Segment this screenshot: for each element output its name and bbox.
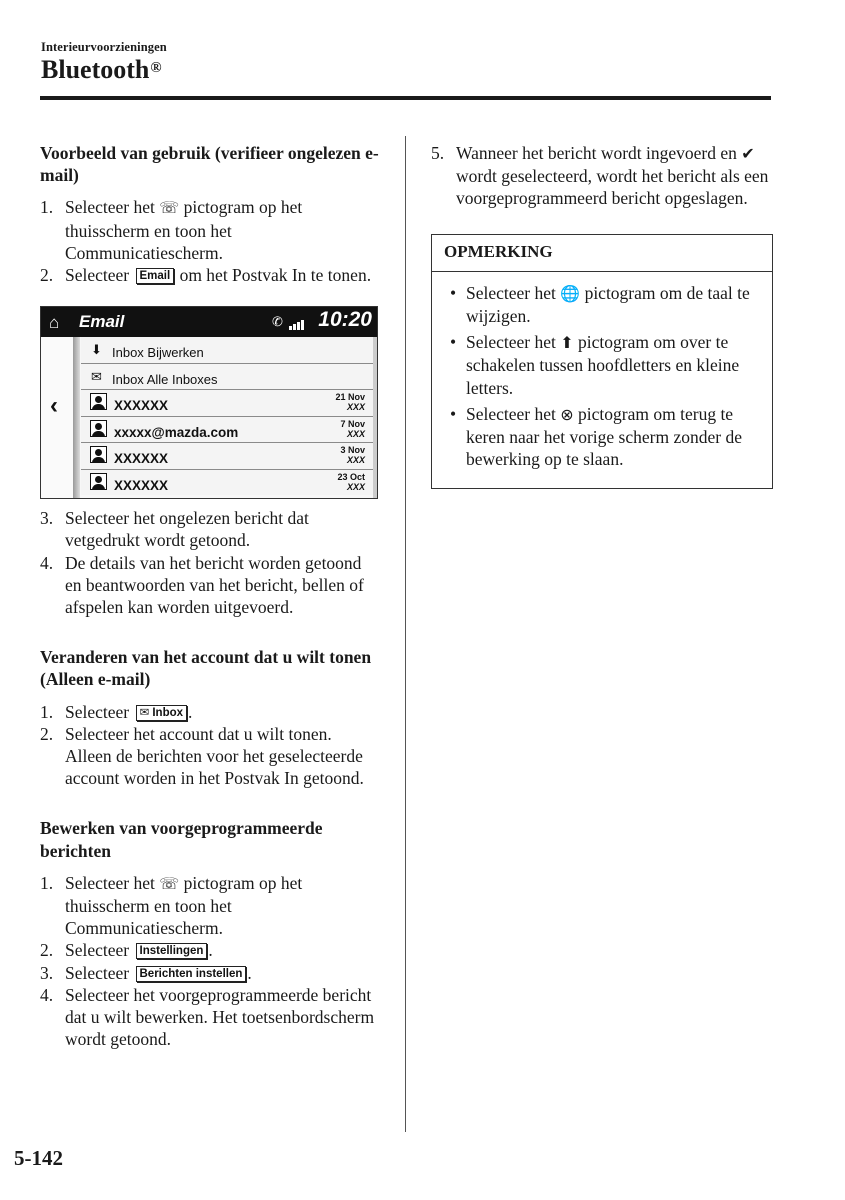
message-time: XXX xyxy=(346,455,365,466)
checkmark-icon: ✔ xyxy=(741,144,755,163)
list-item-label: Inbox Alle Inboxes xyxy=(112,371,218,387)
left-column xyxy=(40,142,380,1050)
note-text: pictogram om de taal te wijzigen. xyxy=(466,282,750,327)
note-title: OPMERKING xyxy=(432,235,772,272)
section-heading-change-account: Veranderen van het account dat u wilt tonen (Alleen e-mail) xyxy=(40,647,372,690)
step-item xyxy=(40,939,380,961)
steps-edit-messages xyxy=(40,872,380,1051)
step-item xyxy=(40,507,380,551)
globe-icon: 🌐 xyxy=(560,283,581,303)
message-time: XXX xyxy=(346,428,365,439)
message-date-text: 3 Nov xyxy=(340,445,365,456)
step-text: . xyxy=(247,962,252,983)
communication-icon: ☏ xyxy=(159,873,180,893)
inbox-list xyxy=(81,337,373,495)
signal-strength-icon xyxy=(289,318,307,330)
inbox-button-text: Inbox xyxy=(152,706,184,719)
envelope-icon: ✉ xyxy=(91,369,102,385)
note-item xyxy=(444,403,760,471)
message-sender: XXXXXX xyxy=(114,477,169,493)
step-number: 1. xyxy=(40,197,54,218)
communication-icon: ☏ xyxy=(159,198,180,218)
step-text: pictogram op het thuisscherm en toon het Communicatiescherm. xyxy=(65,872,303,939)
step-text: Selecteer het xyxy=(65,197,155,218)
message-date-text: 21 Nov xyxy=(335,392,365,403)
chapter-title-text: Bluetooth xyxy=(41,55,150,84)
message-date xyxy=(340,445,365,465)
message-sender: xxxxx@mazda.com xyxy=(114,424,239,440)
screen-app-title: Email xyxy=(79,312,125,332)
step-number: 2. xyxy=(40,723,54,744)
screen-clock: 10:20 xyxy=(318,308,372,332)
cancel-circle-icon: ⊗ xyxy=(560,404,574,424)
inbox-button-label xyxy=(136,705,188,721)
step-number: 3. xyxy=(40,508,54,529)
bullet: • xyxy=(450,332,457,353)
screen-body xyxy=(41,337,377,498)
message-row[interactable] xyxy=(81,417,373,444)
section-label: Interieurvoorzieningen xyxy=(41,40,167,54)
note-item xyxy=(444,331,760,399)
step-item xyxy=(40,552,380,619)
note-body xyxy=(432,272,772,489)
bullet: • xyxy=(450,282,457,303)
message-row[interactable] xyxy=(81,470,373,496)
step-text: . xyxy=(208,940,213,961)
message-sender: XXXXXX xyxy=(114,398,169,414)
back-arrow-icon: ‹ xyxy=(50,392,58,420)
message-date xyxy=(340,419,365,439)
message-time: XXX xyxy=(346,402,365,413)
screen-divider xyxy=(73,337,80,498)
step-item xyxy=(40,723,380,790)
step-item xyxy=(40,872,380,940)
note-text: pictogram om terug te keren naar het vorige scherm zonder de bewerking op te slaan. xyxy=(466,403,742,470)
message-date-text: 23 Oct xyxy=(337,471,365,482)
step-item xyxy=(40,264,380,286)
note-box xyxy=(431,234,773,490)
step-item xyxy=(40,962,380,984)
step-text: Selecteer het voorgeprogrammeerde bericht dat u wilt bewerken. Het toetsenbordscherm wordt getoond. xyxy=(65,984,375,1050)
step-number: 1. xyxy=(40,701,54,722)
list-item-all-inboxes[interactable] xyxy=(81,364,373,391)
steps-edit-messages-cont xyxy=(431,142,773,210)
download-icon: ⬇ xyxy=(91,343,102,359)
step-item xyxy=(40,984,380,1051)
step-text: Selecteer xyxy=(65,962,130,983)
steps-change-account xyxy=(40,701,380,790)
contact-avatar-icon xyxy=(90,473,107,490)
step-text: . xyxy=(188,701,193,722)
step-text: pictogram op het thuisscherm en toon het Communicatiescherm. xyxy=(65,197,303,263)
registered-mark: ® xyxy=(150,60,162,76)
section-heading-verify-email: Voorbeeld van gebruik (verifieer ongelezen e-mail) xyxy=(40,143,379,186)
list-item-label: Inbox Bijwerken xyxy=(112,345,204,361)
settings-button-label: Instellingen xyxy=(136,943,208,959)
right-column xyxy=(431,142,773,489)
section-heading-edit-messages: Bewerken van voorgeprogrammeerde berichten xyxy=(40,818,323,861)
note-list xyxy=(444,282,760,471)
screen-header xyxy=(41,307,377,337)
title-rule xyxy=(40,96,771,100)
step-number: 3. xyxy=(40,962,54,983)
phone-status-icon: ✆ xyxy=(272,314,283,330)
step-item xyxy=(431,142,773,210)
step-text: Wanneer het bericht wordt ingevoerd en xyxy=(456,143,737,163)
note-text: Selecteer het xyxy=(466,332,556,353)
message-sender: XXXXXX xyxy=(114,451,169,467)
step-text: wordt geselecteerd, wordt het bericht als een voorgeprogrammeerd bericht opgeslagen. xyxy=(456,166,769,209)
message-settings-button-label: Berichten instellen xyxy=(136,966,247,982)
message-row[interactable] xyxy=(81,443,373,470)
step-number: 2. xyxy=(40,265,54,286)
step-text: Selecteer xyxy=(65,701,130,722)
message-time: XXX xyxy=(346,481,365,492)
step-text: Selecteer het xyxy=(65,872,155,893)
step-text: om het Postvak In te tonen. xyxy=(179,265,372,286)
chapter-title xyxy=(41,54,162,86)
column-divider xyxy=(405,136,406,1132)
message-date-text: 7 Nov xyxy=(340,418,365,429)
step-item xyxy=(40,701,380,723)
steps-verify-email xyxy=(40,196,380,286)
shift-arrow-icon: ⬆ xyxy=(560,333,574,353)
note-text: Selecteer het xyxy=(466,282,556,303)
message-row[interactable] xyxy=(81,390,373,417)
list-item-update-inbox[interactable] xyxy=(81,337,373,364)
home-icon[interactable]: ⌂ xyxy=(49,313,60,333)
step-number: 1. xyxy=(40,872,54,893)
steps-verify-email-cont xyxy=(40,507,380,618)
message-date xyxy=(335,392,365,412)
step-number: 2. xyxy=(40,940,54,961)
step-number: 5. xyxy=(431,143,445,163)
step-text: Selecteer xyxy=(65,940,130,961)
envelope-icon: ✉ xyxy=(139,706,150,719)
bullet: • xyxy=(450,403,457,424)
step-text: De details van het bericht worden getoond en beantwoorden van het bericht, bellen of afspelen kan worden uitgevoerd. xyxy=(65,552,364,618)
message-date xyxy=(337,472,365,492)
step-text: Selecteer xyxy=(65,265,130,286)
step-text: Selecteer het ongelezen bericht dat vetgedrukt wordt getoond. xyxy=(65,508,309,551)
step-number: 4. xyxy=(40,984,54,1005)
email-button-label: Email xyxy=(136,268,175,284)
email-screen-illustration xyxy=(40,306,378,499)
note-text: Selecteer het xyxy=(466,403,556,424)
step-number: 4. xyxy=(40,552,54,573)
step-text: Selecteer het account dat u wilt tonen. Alleen de berichten voor het geselecteerde account worden in het Postvak In getoond. xyxy=(65,723,364,789)
contact-avatar-icon xyxy=(90,393,107,410)
back-button[interactable] xyxy=(41,337,73,498)
note-item xyxy=(444,282,760,327)
page-number: 5-142 xyxy=(14,1146,63,1170)
note-text: pictogram om over te schakelen tussen hoofdletters en kleine letters. xyxy=(466,332,740,398)
contact-avatar-icon xyxy=(90,420,107,437)
contact-avatar-icon xyxy=(90,446,107,463)
scrollbar[interactable] xyxy=(373,337,377,498)
step-item xyxy=(40,196,380,264)
